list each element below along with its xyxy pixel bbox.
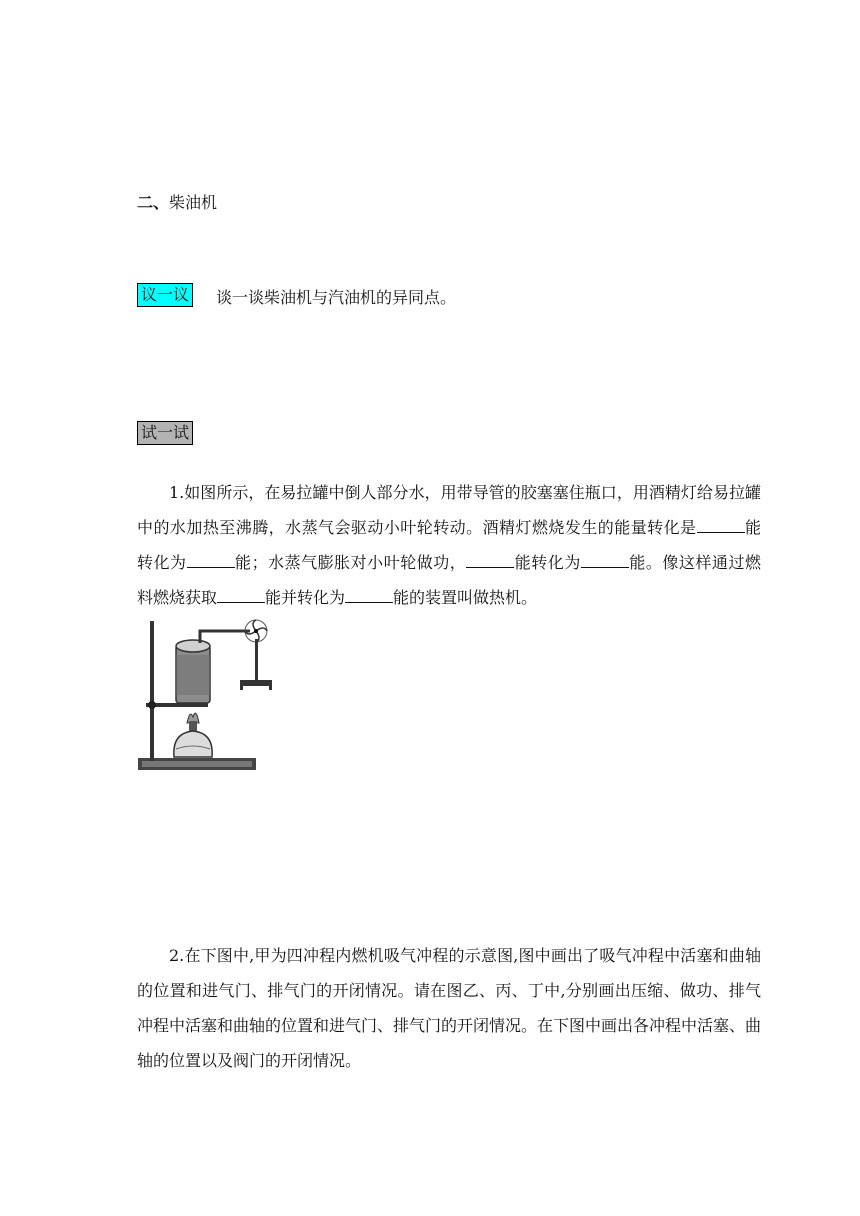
answer-blank[interactable]	[187, 553, 235, 568]
answer-blank[interactable]	[217, 588, 265, 603]
alcohol-lamp	[174, 731, 212, 757]
q2-text: 2.在下图中,甲为四冲程内燃机吸气冲程的示意图,图中画出了吸气冲程中活塞和曲轴的位置和进气门、排气门的开闭情况。请在图乙、丙、丁中,分别画出压缩、做功、排气冲程中活塞和曲轴的位置和进气门、排气门的开闭情况。在下图中画出各冲程中活塞、曲轴的位置以及阀门的开闭情况。	[137, 946, 762, 1070]
question-2	[137, 938, 761, 1078]
try-tag: 试一试	[137, 421, 193, 445]
discuss-prompt: 谈一谈柴油机与汽油机的异同点。	[216, 288, 457, 307]
q1-text-4: 能转化为	[514, 553, 581, 572]
section-heading	[137, 190, 217, 213]
q1-text-3: 能；水蒸气膨胀对小叶轮做功，	[234, 553, 467, 572]
answer-blank[interactable]	[581, 553, 629, 568]
q1-text-7: 能的装置叫做热机。	[393, 588, 538, 607]
q1-text-1: 1.如图所示，在易拉罐中倒人部分水，用带导管的胶塞塞住瓶口，用酒精灯给易拉罐中的水加热至沸腾，水蒸气会驱动小叶轮转动。酒精灯燃烧发生的能量转化是	[137, 483, 761, 537]
q1-text-6: 能并转化为	[265, 588, 346, 607]
section-title: 柴油机	[169, 193, 218, 212]
q1-text-2: 能转化为	[137, 518, 761, 572]
q1-text-5: 能。像这样通过燃料燃烧获取	[137, 553, 761, 607]
section-number: 二、	[137, 193, 170, 212]
answer-blank[interactable]	[697, 518, 745, 533]
answer-blank[interactable]	[466, 553, 514, 568]
question-1	[137, 475, 761, 615]
answer-blank[interactable]	[345, 588, 393, 603]
heat-engine-apparatus-figure	[132, 615, 282, 777]
discuss-tag: 议一议	[137, 283, 193, 307]
stand-rod	[150, 621, 154, 761]
tube	[200, 631, 250, 643]
